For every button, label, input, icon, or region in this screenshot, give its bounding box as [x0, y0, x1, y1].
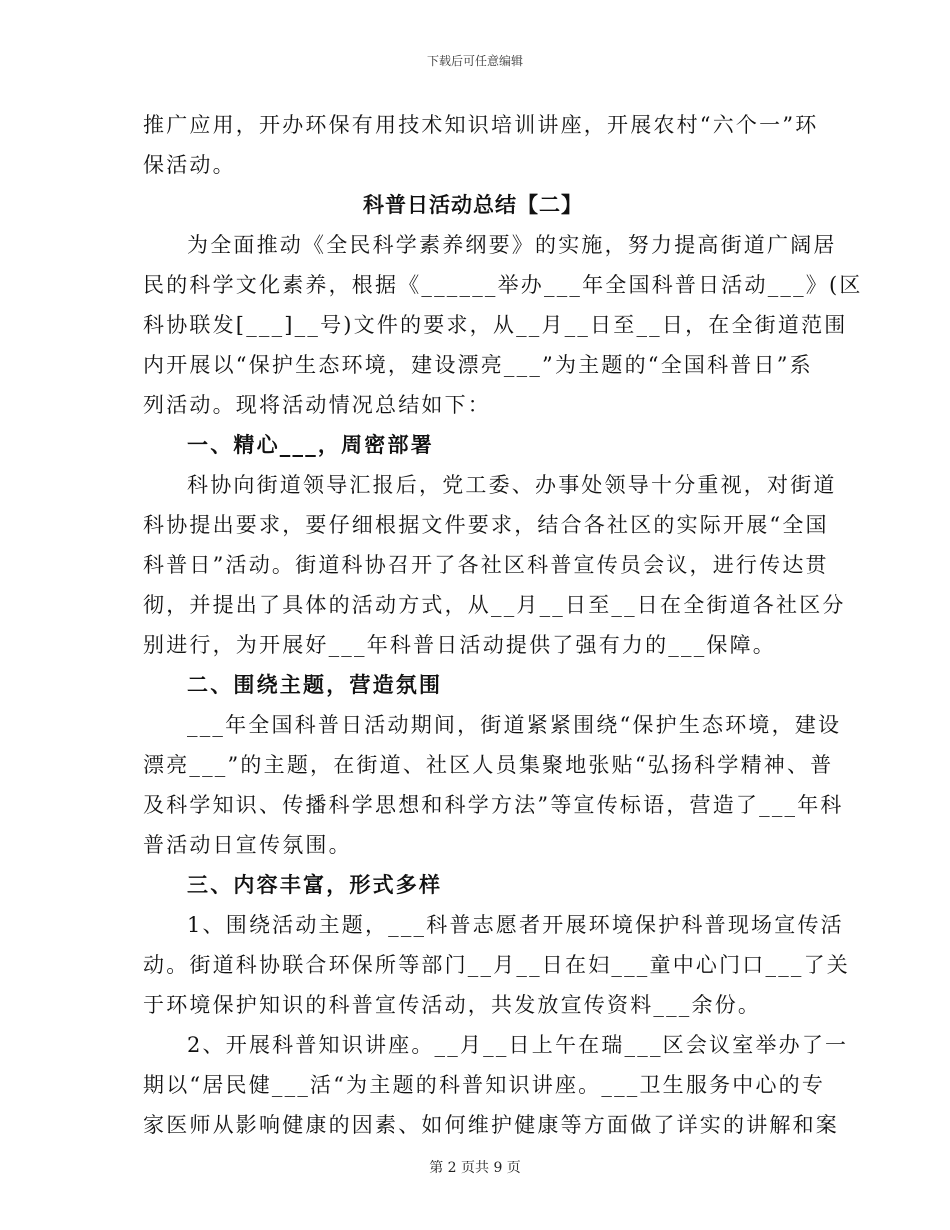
page-header: 下载后可任意编辑 — [426, 54, 523, 68]
document-body — [143, 105, 863, 1145]
body-line: 1、围绕活动主题，___科普志愿者开展环境保护科普现场宣传活 — [187, 913, 844, 937]
body-line: 科普日”活动。街道科协召开了各社区科普宣传员会议，进行传达贯 — [143, 553, 829, 577]
body-line: 漂亮___”的主题，在街道、社区人员集聚地张贴“弘扬科学精神、普 — [143, 753, 834, 777]
body-line: 科协联发[___]__号)文件的要求，从__月__日至__日，在全街道范围 — [143, 313, 848, 337]
body-line: 于环境保护知识的科普宣传活动，共发放宣传资料___余份。 — [143, 993, 762, 1017]
body-line: 动。街道科协联合环保所等部门__月__日在妇___童中心门口___了关 — [143, 953, 850, 977]
body-line: 2、开展科普知识讲座。__月__日上午在瑞___区会议室举办了一 — [187, 1033, 849, 1057]
body-line: 民的科学文化素养，根据《______举办___年全国科普日活动___》(区 — [143, 273, 863, 297]
body-line: 家医师从影响健康的因素、如何维护健康等方面做了详实的讲解和案 — [143, 1113, 839, 1137]
body-line: 及科学知识、传播科学思想和科学方法”等宣传标语，营造了___年科 — [143, 793, 844, 817]
body-line: 为全面推动《全民科学素养纲要》的实施，努力提高街道广阔居 — [187, 233, 837, 257]
body-line: 科协向街道领导汇报后，党工委、办事处领导十分重视，对街道 — [187, 473, 837, 497]
section-title: 科普日活动总结【二】 — [363, 192, 583, 217]
body-line: 科协提出要求，要仔细根据文件要求，结合各社区的实际开展“全国 — [143, 513, 829, 537]
body-line: 彻，并提出了具体的活动方式，从__月__日至__日在全街道各社区分 — [143, 593, 846, 617]
subheading: 三、内容丰富，形式多样 — [187, 872, 443, 897]
body-line: 普活动日宣传氛围。 — [143, 833, 352, 857]
subheading: 一、精心___，周密部署 — [187, 432, 434, 457]
body-line: 别进行，为开展好___年科普日活动提供了强有力的___保障。 — [143, 633, 776, 657]
page-number: 第 2 页共 9 页 — [429, 1160, 521, 1176]
body-line: 期以“居民健___活“为主题的科普知识讲座。___卫生服务中心的专 — [143, 1073, 826, 1097]
body-line: ___年全国科普日活动期间，街道紧紧围绕“保护生态环境，建设 — [187, 713, 842, 737]
body-line: 内开展以“保护生态环境，建设漂亮___”为主题的“全国科普日”系 — [143, 353, 813, 377]
body-line: 保活动。 — [143, 153, 236, 177]
body-line: 推广应用，开办环保有用技术知识培训讲座，开展农村“六个一”环 — [143, 113, 819, 137]
subheading: 二、围绕主题，营造氛围 — [187, 672, 443, 697]
body-line: 列活动。现将活动情况总结如下： — [143, 393, 491, 417]
